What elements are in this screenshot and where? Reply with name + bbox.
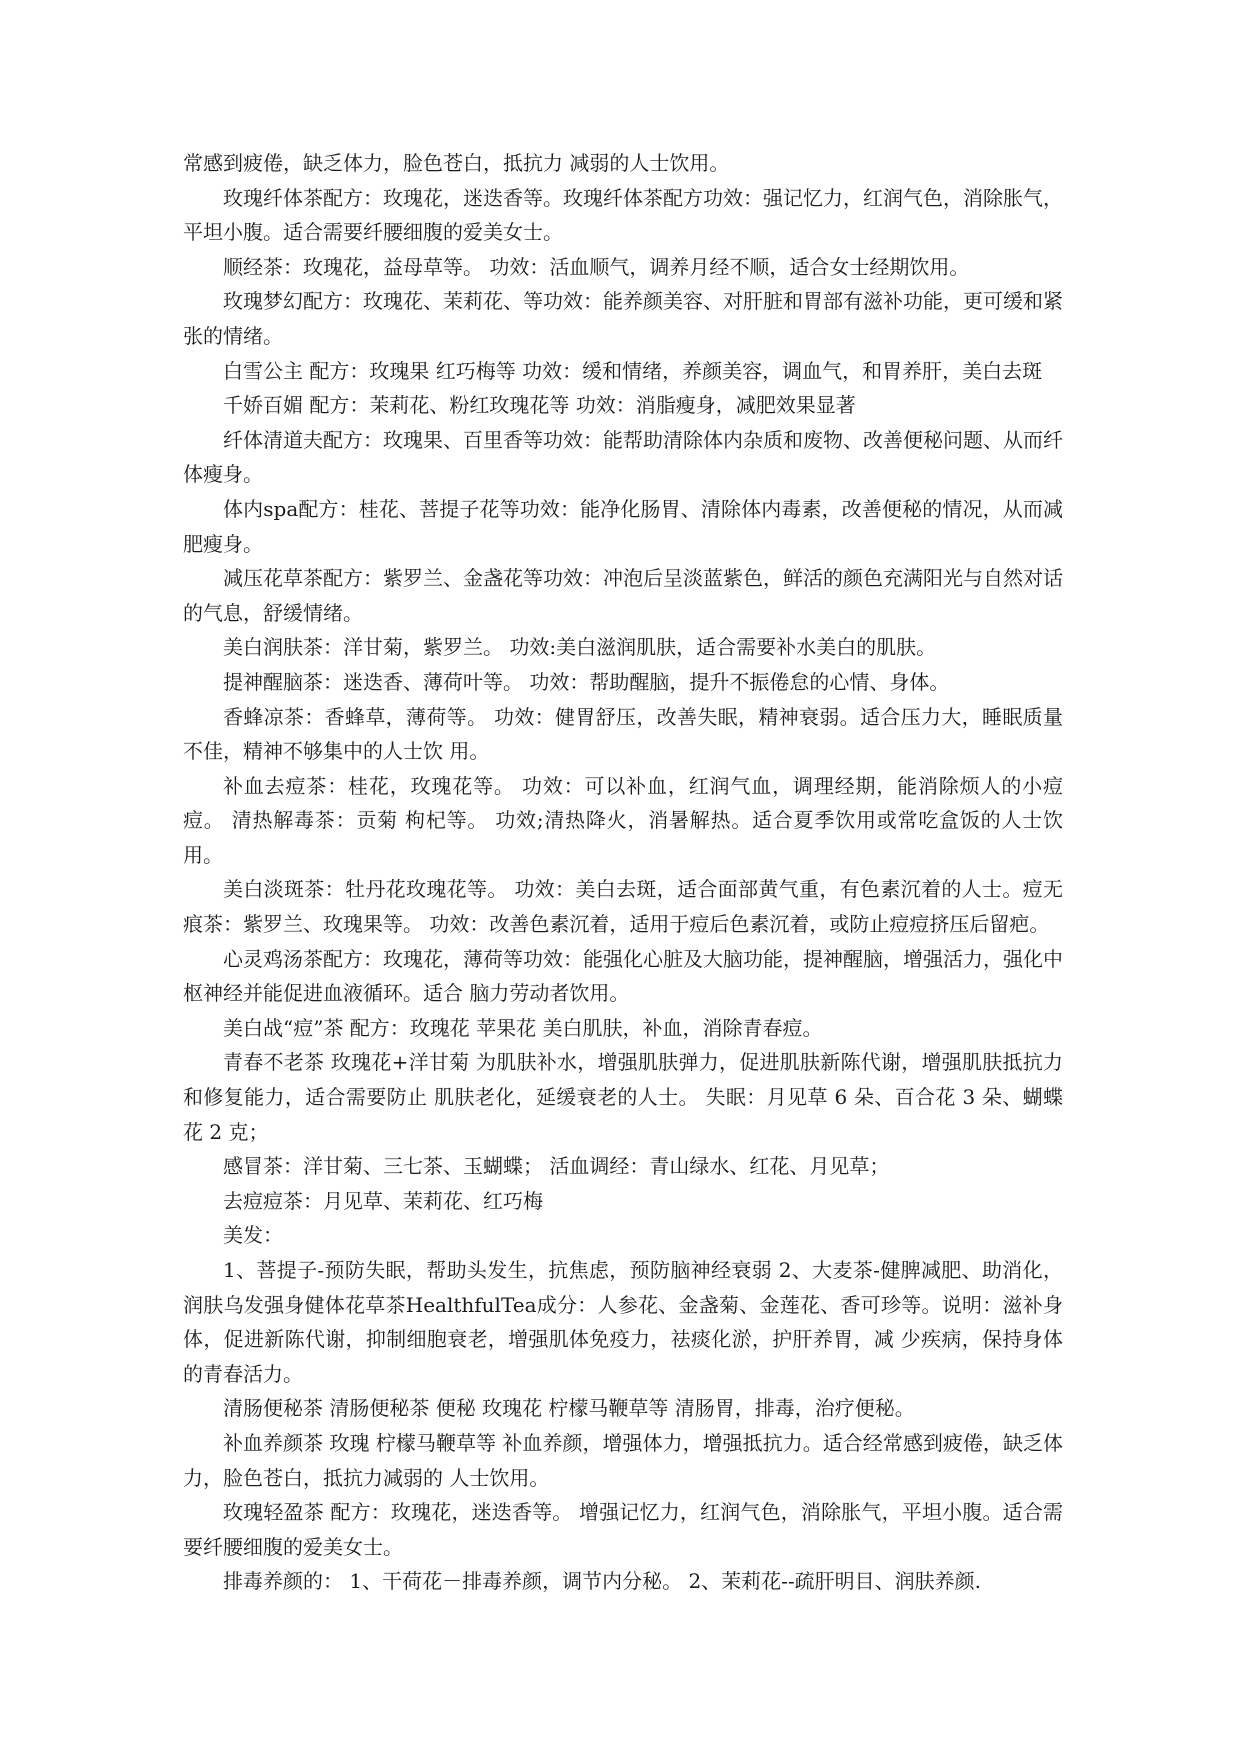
paragraph: 去痘痘茶：月见草、茉莉花、红巧梅 bbox=[223, 1188, 543, 1213]
paragraph: 心灵鸡汤茶配方：玫瑰花，薄荷等功效：能强化心脏及大脑功能，提神醒脑，增强活力，强化中枢神经并能促进血液循环。适合 脑力劳动者饮用。 bbox=[183, 946, 1063, 1006]
paragraph: 1、菩提子-预防失眠，帮助头发生，抗焦虑，预防脑神经衰弱 2、大麦茶-健脾减肥、助消化，润肤乌发强身健体花草茶HealthfulTea成分：人参花、金盏菊、金莲花、香可珍等。说明：滋补身体，促进新陈代谢，抑制细胞衰老，增强肌体免疫力，祛痰化淤，护肝养胃，减 少疾病，保持身体的青春活力。 bbox=[183, 1258, 1063, 1386]
paragraph: 香蜂凉茶：香蜂草，薄荷等。 功效：健胃舒压，改善失眠，精神衰弱。适合压力大，睡眠质量不佳，精神不够集中的人士饮 用。 bbox=[183, 704, 1063, 764]
paragraph: 提神醒脑茶：迷迭香、薄荷叶等。 功效：帮助醒脑，提升不振倦怠的心情、身体。 bbox=[223, 669, 950, 694]
paragraph: 纤体清道夫配方：玫瑰果、百里香等功效：能帮助清除体内杂质和废物、改善便秘问题、从而纤体瘦身。 bbox=[183, 427, 1063, 487]
paragraph: 白雪公主 配方：玫瑰果 红巧梅等 功效：缓和情绪，养颜美容，调血气，和胃养肝，美白去斑 bbox=[223, 358, 1043, 383]
paragraph: 顺经茶：玫瑰花，益母草等。 功效：活血顺气，调养月经不顺，适合女士经期饮用。 bbox=[223, 254, 970, 279]
paragraph: 清肠便秘茶 清肠便秘茶 便秘 玫瑰花 柠檬马鞭草等 清肠胃，排毒，治疗便秘。 bbox=[223, 1396, 915, 1421]
paragraph: 青春不老茶 玫瑰花+洋甘菊 为肌肤补水，增强肌肤弹力，促进肌肤新陈代谢，增强肌肤抵抗力和修复能力，适合需要防止 肌肤老化，延缓衰老的人士。 失眠：月见草 6 朵、百合花 3 朵、蝴蝶花 2 克； bbox=[183, 1050, 1063, 1144]
paragraph: 美白淡斑茶：牡丹花玫瑰花等。 功效：美白去斑，适合面部黄气重，有色素沉着的人士。痘无痕茶：紫罗兰、玫瑰果等。 功效：改善色素沉着，适用于痘后色素沉着，或防止痘痘挤压后留疤。 bbox=[183, 877, 1063, 937]
paragraph: 减压花草茶配方：紫罗兰、金盏花等功效：冲泡后呈淡蓝紫色，鲜活的颜色充满阳光与自然对话的气息，舒缓情绪。 bbox=[183, 566, 1063, 625]
paragraph: 玫瑰轻盈茶 配方：玫瑰花，迷迭香等。 增强记忆力，红润气色，消除胀气，平坦小腹。适合需要纤腰细腹的爱美女士。 bbox=[183, 1500, 1063, 1559]
paragraph: 常感到疲倦，缺乏体力，脸色苍白，抵抗力 减弱的人士饮用。 bbox=[183, 151, 730, 175]
paragraph: 补血养颜茶 玫瑰 柠檬马鞭草等 补血养颜，增强体力，增强抵抗力。适合经常感到疲倦，缺乏体力，脸色苍白，抵抗力减弱的 人士饮用。 bbox=[183, 1430, 1063, 1490]
paragraph: 玫瑰纤体茶配方：玫瑰花，迷迭香等。玫瑰纤体茶配方功效：强记忆力，红润气色，消除胀气，平坦小腹。适合需要纤腰细腹的爱美女士。 bbox=[183, 185, 1063, 245]
paragraph: 感冒茶：洋甘菊、三七茶、玉蝴蝶； 活血调经：青山绿水、红花、月见草； bbox=[223, 1154, 890, 1179]
paragraph: 补血去痘茶：桂花，玫瑰花等。 功效：可以补血，红润气血，调理经期，能消除烦人的小痘痘。 清热解毒茶：贡菊 枸杞等。 功效;清热降火，消暑解热。适合夏季饮用或常吃盒饭的人士饮用。 bbox=[183, 773, 1063, 867]
paragraph: 体内spa配方：桂花、菩提子花等功效：能净化肠胃、清除体内毒素，改善便秘的情况，从而减肥瘦身。 bbox=[183, 496, 1063, 556]
paragraph: 美发： bbox=[223, 1223, 283, 1248]
document-body bbox=[183, 146, 1063, 1599]
paragraph: 玫瑰梦幻配方：玫瑰花、茉莉花、等功效：能养颜美容、对肝脏和胃部有滋补功能，更可缓和紧张的情绪。 bbox=[183, 289, 1063, 348]
paragraph: 千娇百媚 配方：茉莉花、粉红玫瑰花等 功效：消脂瘦身，减肥效果显著 bbox=[223, 393, 856, 418]
paragraph: 排毒养颜的： 1、干荷花－排毒养颜，调节内分秘。 2、茉莉花--疏肝明目、润肤养颜. bbox=[223, 1569, 982, 1594]
paragraph: 美白战“痘”茶 配方：玫瑰花 苹果花 美白肌肤，补血，消除青春痘。 bbox=[223, 1015, 823, 1040]
paragraph: 美白润肤茶：洋甘菊，紫罗兰。 功效:美白滋润肌肤，适合需要补水美白的肌肤。 bbox=[223, 635, 937, 660]
